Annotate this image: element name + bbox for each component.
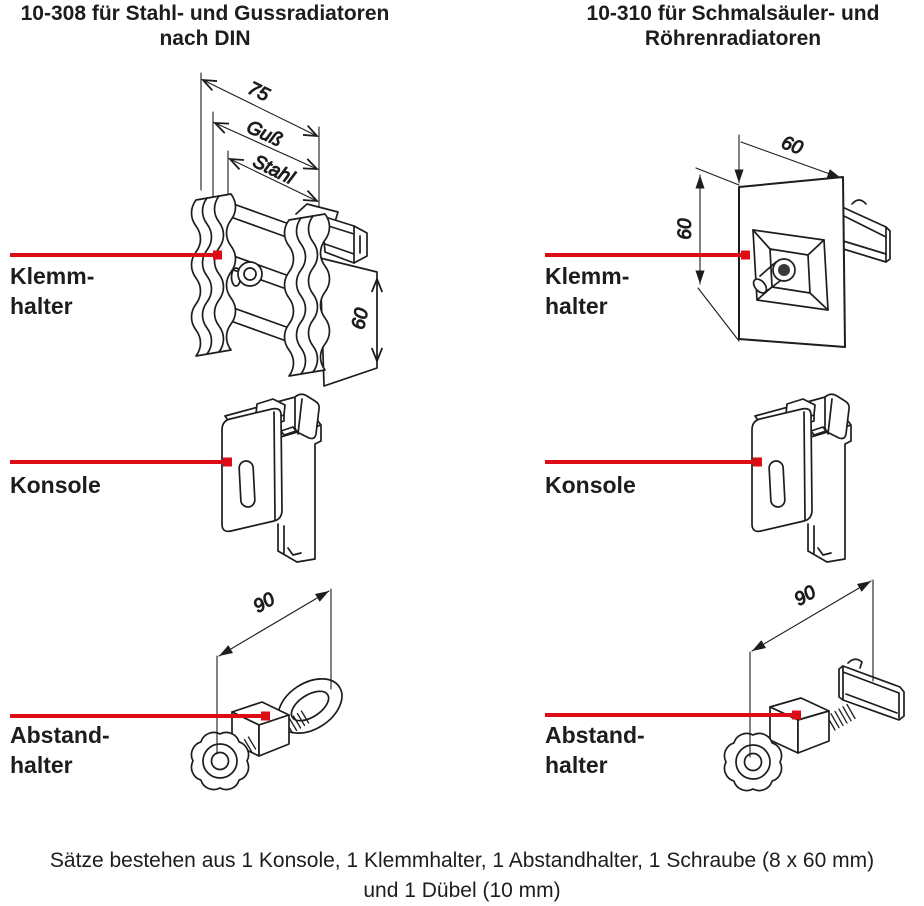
header-line: 10-310 für Schmalsäuler- und	[586, 2, 880, 25]
label-line: Klemm-	[545, 263, 630, 289]
dim-60-top: 60	[778, 132, 806, 160]
leader-arrow	[741, 251, 750, 260]
leader-lines	[10, 251, 801, 721]
clamp	[751, 230, 828, 310]
set-contents-note	[0, 846, 924, 906]
label-line: Konsole	[10, 472, 101, 498]
header-10-310	[538, 1, 924, 51]
label-klemmhalter-left	[10, 261, 94, 321]
leader-arrow	[213, 251, 222, 260]
konsole-drawing-308	[222, 394, 321, 562]
label-abstandhalter-left	[10, 720, 110, 780]
thread	[827, 705, 855, 731]
label-line: Abstand-	[10, 722, 110, 748]
footer-line: Sätze bestehen aus 1 Konsole, 1 Klemmhalter, 1 Abstandhalter, 1 Schraube (8 x 60 mm)	[49, 849, 875, 872]
klemmhalter-drawing-308	[192, 73, 378, 386]
klemmhalter-drawing-310	[675, 132, 890, 347]
leader-arrow	[753, 458, 762, 467]
dim-60-side: 60	[675, 218, 696, 240]
corrugated-column	[192, 194, 236, 356]
header-line: nach DIN	[159, 27, 251, 50]
abstandhalter-drawing-308	[191, 589, 351, 790]
channel-rail	[840, 200, 890, 262]
label-abstandhalter-right	[545, 720, 645, 780]
abstandhalter-drawing-310	[724, 580, 904, 791]
label-klemmhalter-right	[545, 261, 629, 321]
dim-90: 90	[790, 581, 820, 611]
dim-90: 90	[249, 588, 279, 618]
dim-guss: Guß	[243, 116, 286, 152]
label-konsole-left	[10, 470, 101, 500]
channel-end	[839, 659, 904, 720]
leader-arrow	[261, 712, 270, 721]
konsole-drawing-310	[752, 394, 851, 562]
label-line: Konsole	[545, 472, 636, 498]
label-line: halter	[10, 293, 73, 319]
label-line: halter	[545, 752, 608, 778]
dim-stahl: Stahl	[249, 151, 298, 189]
nut-block	[770, 698, 829, 753]
label-line: Klemm-	[10, 263, 95, 289]
label-konsole-right	[545, 470, 636, 500]
footer-line: und 1 Dübel (10 mm)	[363, 879, 561, 902]
dim-60: 60	[348, 306, 374, 332]
label-line: halter	[545, 293, 608, 319]
bolt	[232, 262, 263, 286]
header-line: Röhrenradiatoren	[644, 27, 822, 50]
leader-arrow	[792, 711, 801, 720]
label-line: Abstand-	[545, 722, 645, 748]
dim-75: 75	[244, 77, 273, 107]
label-line: halter	[10, 752, 73, 778]
header-10-308	[0, 1, 410, 51]
leader-arrow	[223, 458, 232, 467]
header-line: 10-308 für Stahl- und Gussradiatoren	[20, 2, 390, 25]
